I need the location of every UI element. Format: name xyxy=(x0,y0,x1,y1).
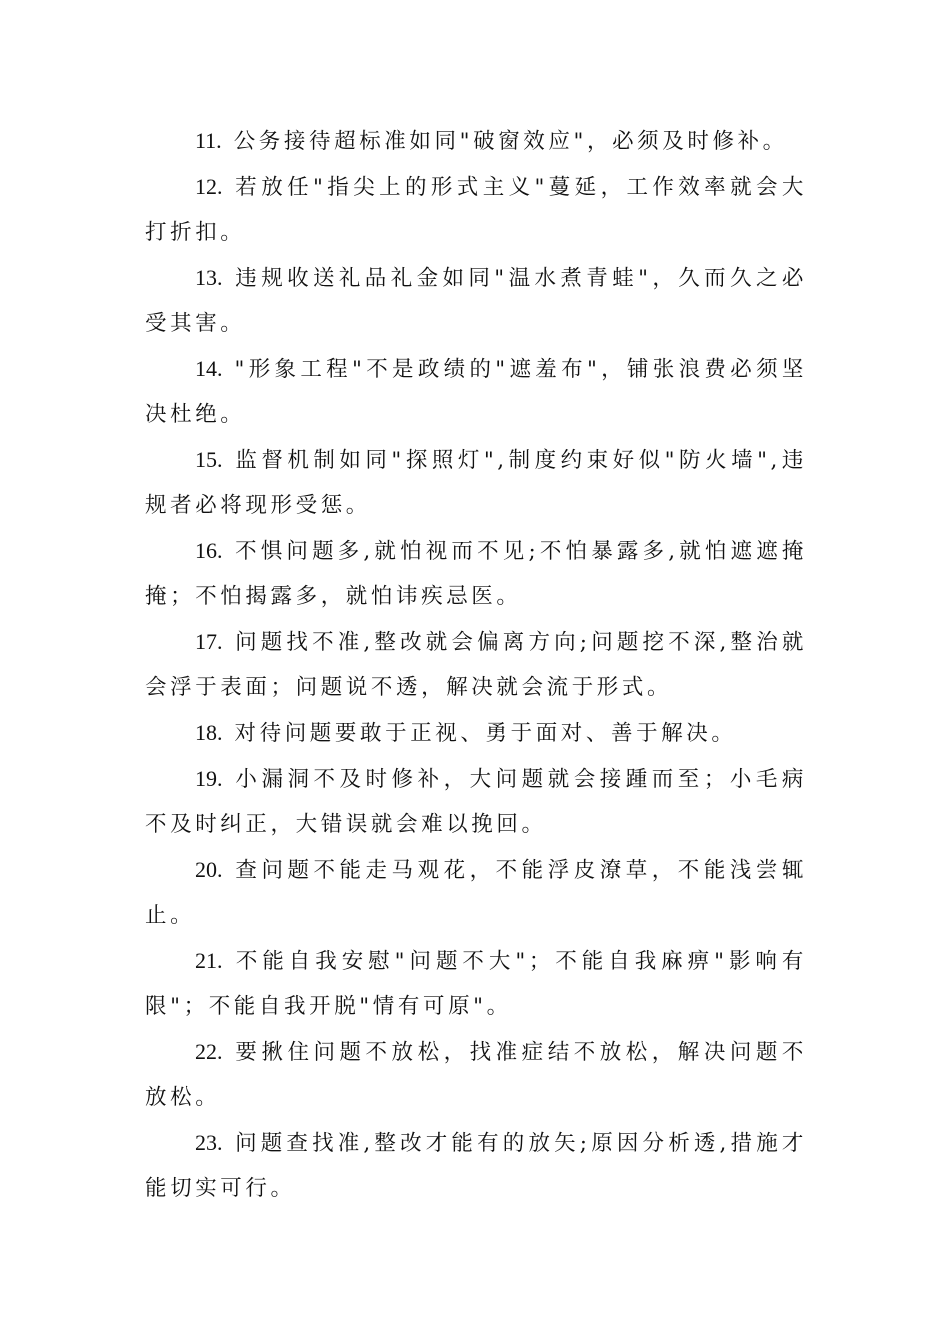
list-item xyxy=(145,164,807,255)
item-number: 23. xyxy=(195,1130,223,1155)
item-text: 监督机制如同"探照灯",制度约束好似"防火墙",违规者必将现形受惩。 xyxy=(145,448,807,518)
item-text: 查问题不能走马观花，不能浮皮潦草，不能浅尝辄止。 xyxy=(145,858,807,928)
list-item xyxy=(145,847,807,938)
item-text: 问题查找准,整改才能有的放矢;原因分析透,措施才能切实可行。 xyxy=(145,1131,807,1201)
list-item xyxy=(145,255,807,346)
item-number: 21. xyxy=(195,948,223,973)
item-number: 14. xyxy=(195,356,223,381)
item-number: 20. xyxy=(195,857,223,882)
item-text: 对待问题要敢于正视、勇于面对、善于解决。 xyxy=(234,721,737,746)
item-number: 12. xyxy=(195,174,223,199)
item-text: 不能自我安慰"问题不大"；不能自我麻痹"影响有限"；不能自我开脱"情有可原"。 xyxy=(145,949,807,1019)
item-number: 16. xyxy=(195,538,223,563)
item-number: 15. xyxy=(195,447,223,472)
list-item xyxy=(145,938,807,1029)
item-text: "形象工程"不是政绩的"遮羞布"，铺张浪费必须坚决杜绝。 xyxy=(145,357,807,427)
item-text: 不惧问题多,就怕视而不见;不怕暴露多,就怕遮遮掩掩；不怕揭露多，就怕讳疾忌医。 xyxy=(145,539,807,609)
item-text: 违规收送礼品礼金如同"温水煮青蛙"，久而久之必受其害。 xyxy=(145,266,807,336)
item-number: 22. xyxy=(195,1039,223,1064)
item-text: 公务接待超标准如同"破窗效应"，必须及时修补。 xyxy=(233,129,788,154)
list-item xyxy=(145,437,807,528)
list-item xyxy=(145,1029,807,1120)
item-number: 11. xyxy=(195,128,222,153)
document-page xyxy=(145,118,807,1211)
item-number: 13. xyxy=(195,265,223,290)
list-item xyxy=(145,118,807,164)
item-text: 要揪住问题不放松，找准症结不放松，解决问题不放松。 xyxy=(145,1040,807,1110)
list-item xyxy=(145,528,807,619)
item-number: 18. xyxy=(195,720,223,745)
list-item xyxy=(145,1120,807,1211)
list-item xyxy=(145,710,807,756)
item-text: 问题找不准,整改就会偏离方向;问题挖不深,整治就会浮于表面；问题说不透，解决就会流于形式。 xyxy=(145,630,807,700)
list-item xyxy=(145,756,807,847)
item-text: 若放任"指尖上的形式主义"蔓延，工作效率就会大打折扣。 xyxy=(145,175,807,245)
list-item xyxy=(145,346,807,437)
item-text: 小漏洞不及时修补，大问题就会接踵而至；小毛病不及时纠正，大错误就会难以挽回。 xyxy=(145,767,807,837)
list-item xyxy=(145,619,807,710)
item-number: 17. xyxy=(195,629,223,654)
item-number: 19. xyxy=(195,766,223,791)
